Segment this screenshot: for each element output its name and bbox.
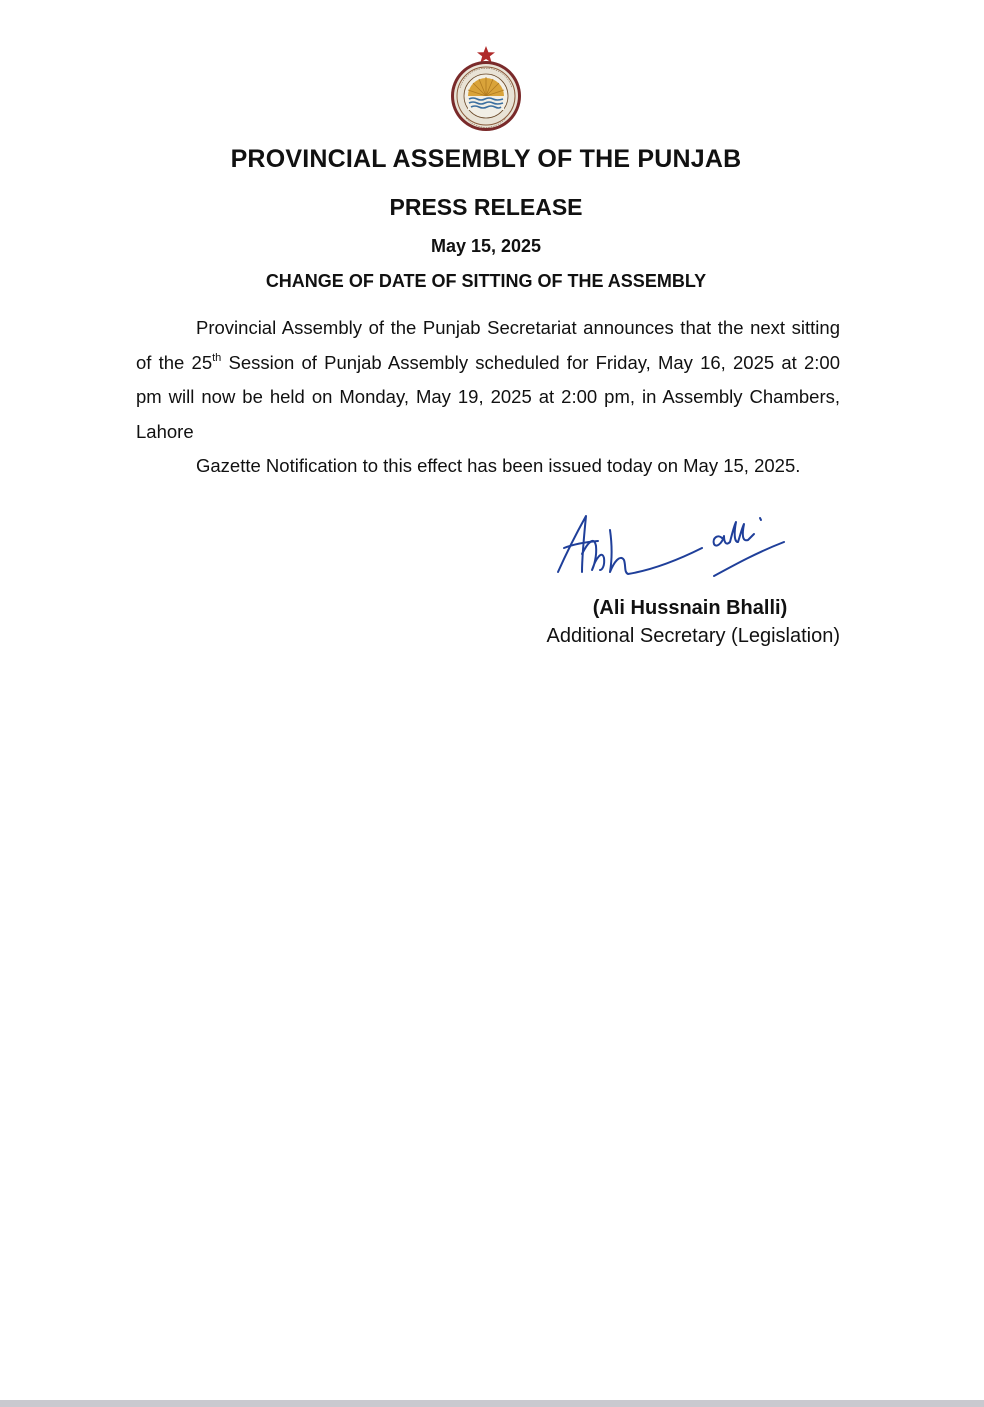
signatory-name: (Ali Hussnain Bhalli) [592,597,788,619]
ordinal-suffix: th [212,351,222,364]
handwritten-signature-icon [552,508,792,588]
announcement-paragraph [136,311,840,449]
gazette-paragraph: Gazette Notification to this effect has been issued today on May 15, 2025. [196,455,801,476]
organization-title: PROVINCIAL ASSEMBLY OF THE PUNJAB [230,145,742,173]
signatory-title: Additional Secretary (Legislation) [546,625,840,647]
paragraph-text-start: Provincial Assembly of the Punjab Secretariat announces that the next sitting of the 25 [136,317,840,373]
document-type-heading: PRESS RELEASE [389,194,583,220]
paragraph-text-end: Session of Punjab Assembly scheduled for Friday, May 16, 2025 at 2:00 pm will now be held on Monday, May 19, 2025 at 2:00 pm, in Assembly Chambers, Lahore [136,351,840,442]
subject-heading: CHANGE OF DATE OF SITTING OF THE ASSEMBLY [265,271,707,291]
punjab-assembly-seal-icon [446,44,526,132]
page-bottom-border [0,1400,984,1407]
release-date: May 15, 2025 [430,236,542,256]
